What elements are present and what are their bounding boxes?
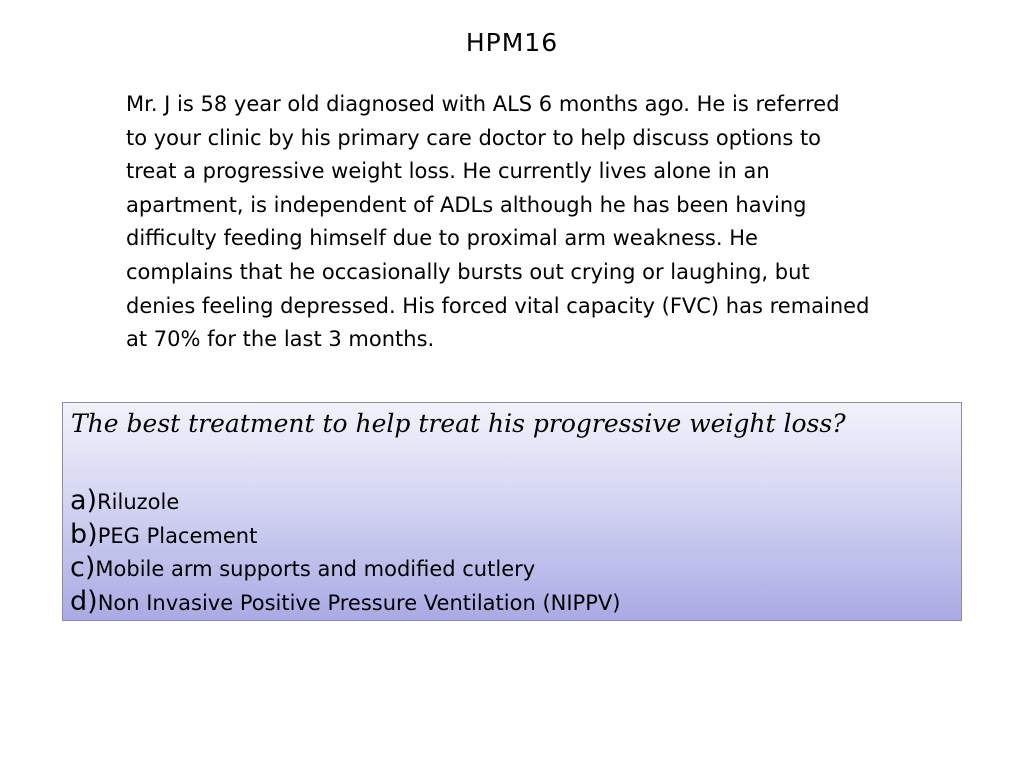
slide-title: HPM16 — [465, 28, 559, 57]
option-letter: d) — [70, 585, 98, 617]
case-description — [126, 88, 926, 357]
case-line: treat a progressive weight loss. He currently lives alone in an — [126, 159, 770, 184]
option-letter: a) — [70, 485, 98, 516]
case-line: Mr. J is 58 year old diagnosed with ALS 6 months ago. He is referred — [126, 92, 840, 116]
question-text: The best treatment to help treat his progressive weight loss? — [71, 409, 846, 438]
answer-option-d[interactable] — [70, 586, 620, 620]
case-line: difficulty feeding himself due to proximal arm weakness. He — [126, 226, 758, 251]
case-line: apartment, is independent of ADLs although he has been having — [126, 192, 807, 217]
case-line: to your clinic by his primary care doctor to help discuss options to — [126, 125, 822, 150]
question-box — [62, 402, 962, 621]
option-letter: b) — [70, 518, 98, 550]
option-text: PEG Placement — [97, 523, 258, 548]
option-letter: c) — [70, 552, 96, 583]
option-text: Riluzole — [97, 490, 180, 514]
case-line: at 70% for the last 3 months. — [126, 327, 435, 352]
answer-option-b[interactable] — [70, 519, 620, 553]
case-line: denies feeling depressed. His forced vital capacity (FVC) has remained — [126, 293, 870, 318]
answer-option-a[interactable] — [70, 485, 620, 519]
option-text: Non Invasive Positive Pressure Ventilation (NIPPV) — [97, 590, 621, 615]
answer-options — [70, 485, 620, 619]
option-text: Mobile arm supports and modified cutlery — [95, 557, 536, 581]
answer-option-c[interactable] — [70, 552, 620, 586]
case-line: complains that he occasionally bursts out crying or laughing, but — [126, 259, 810, 284]
